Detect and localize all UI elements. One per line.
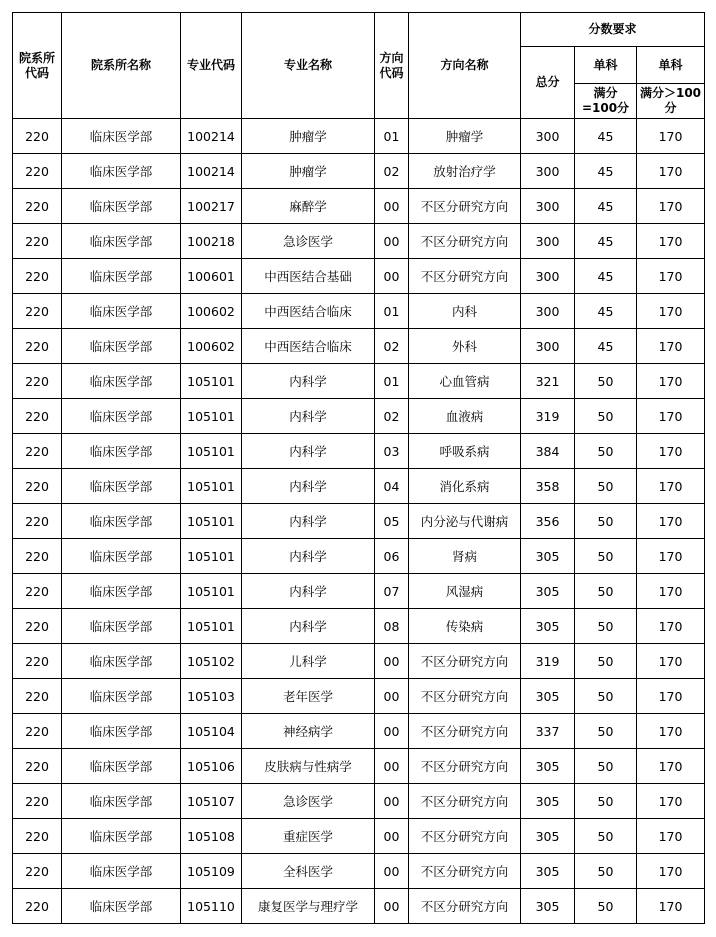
table-row: [13, 189, 705, 224]
cell-total-score: 300: [521, 154, 575, 189]
cell-dir-name: 心血管病: [409, 364, 521, 399]
cell-dir-code: 01: [375, 294, 409, 329]
table-row: [13, 784, 705, 819]
cell-dept-code: 220: [13, 119, 62, 154]
cell-single-score-100: 50: [575, 364, 637, 399]
cell-single-score-100: 50: [575, 679, 637, 714]
table-header: [13, 13, 705, 119]
cell-major-code: 105109: [181, 854, 242, 889]
cell-dept-name: 临床医学部: [62, 574, 181, 609]
table-row: [13, 294, 705, 329]
table-row: [13, 819, 705, 854]
header-full-100: 满分=100分: [575, 84, 637, 119]
cell-total-score: 305: [521, 819, 575, 854]
cell-total-score: 300: [521, 119, 575, 154]
cell-dir-code: 03: [375, 434, 409, 469]
cell-dir-name: 内科: [409, 294, 521, 329]
cell-dir-code: 08: [375, 609, 409, 644]
cell-dir-code: 01: [375, 119, 409, 154]
cell-dept-code: 220: [13, 294, 62, 329]
cell-dept-name: 临床医学部: [62, 714, 181, 749]
cell-total-score: 305: [521, 574, 575, 609]
cell-dir-code: 00: [375, 889, 409, 924]
cell-single-score-gt100: 170: [637, 119, 705, 154]
cell-major-name: 内科学: [242, 504, 375, 539]
cell-single-score-100: 50: [575, 434, 637, 469]
cell-major-name: 肿瘤学: [242, 119, 375, 154]
cell-major-code: 100602: [181, 329, 242, 364]
cell-single-score-100: 50: [575, 539, 637, 574]
cell-dir-name: 风湿病: [409, 574, 521, 609]
cell-total-score: 319: [521, 399, 575, 434]
cell-dept-code: 220: [13, 189, 62, 224]
cell-dept-code: 220: [13, 399, 62, 434]
cell-dir-name: 不区分研究方向: [409, 819, 521, 854]
cell-single-score-100: 45: [575, 119, 637, 154]
cell-total-score: 337: [521, 714, 575, 749]
cell-dir-name: 不区分研究方向: [409, 784, 521, 819]
cell-dir-code: 06: [375, 539, 409, 574]
cell-dir-name: 肾病: [409, 539, 521, 574]
cell-total-score: 305: [521, 854, 575, 889]
cell-dir-name: 不区分研究方向: [409, 189, 521, 224]
cell-single-score-100: 50: [575, 644, 637, 679]
cell-major-name: 急诊医学: [242, 224, 375, 259]
cell-major-name: 康复医学与理疗学: [242, 889, 375, 924]
table-row: [13, 644, 705, 679]
cell-major-name: 内科学: [242, 434, 375, 469]
table-row: [13, 854, 705, 889]
cell-single-score-gt100: 170: [637, 364, 705, 399]
cell-major-name: 重症医学: [242, 819, 375, 854]
cell-total-score: 300: [521, 294, 575, 329]
table-row: [13, 224, 705, 259]
cell-single-score-100: 50: [575, 784, 637, 819]
cell-dir-name: 不区分研究方向: [409, 854, 521, 889]
cell-dept-name: 临床医学部: [62, 364, 181, 399]
cell-dir-name: 不区分研究方向: [409, 224, 521, 259]
cell-major-name: 内科学: [242, 469, 375, 504]
cell-dept-code: 220: [13, 504, 62, 539]
cell-dept-name: 临床医学部: [62, 749, 181, 784]
cell-major-code: 105106: [181, 749, 242, 784]
cell-major-code: 100218: [181, 224, 242, 259]
cell-single-score-gt100: 170: [637, 819, 705, 854]
cell-dir-code: 00: [375, 224, 409, 259]
cell-dept-code: 220: [13, 224, 62, 259]
cell-dept-name: 临床医学部: [62, 609, 181, 644]
cell-single-score-gt100: 170: [637, 259, 705, 294]
cell-total-score: 305: [521, 784, 575, 819]
cell-total-score: 319: [521, 644, 575, 679]
cell-total-score: 358: [521, 469, 575, 504]
cell-single-score-gt100: 170: [637, 784, 705, 819]
cell-major-code: 105101: [181, 469, 242, 504]
cell-major-code: 105108: [181, 819, 242, 854]
cell-dept-code: 220: [13, 434, 62, 469]
cell-dept-code: 220: [13, 679, 62, 714]
cell-dept-code: 220: [13, 749, 62, 784]
cell-major-name: 内科学: [242, 364, 375, 399]
cell-dir-name: 不区分研究方向: [409, 714, 521, 749]
cell-major-code: 105104: [181, 714, 242, 749]
cell-single-score-100: 45: [575, 224, 637, 259]
cell-dept-name: 临床医学部: [62, 224, 181, 259]
cell-single-score-gt100: 170: [637, 469, 705, 504]
cell-single-score-100: 50: [575, 469, 637, 504]
cell-dept-code: 220: [13, 609, 62, 644]
cell-dir-code: 00: [375, 644, 409, 679]
cell-total-score: 305: [521, 609, 575, 644]
cell-dept-name: 临床医学部: [62, 644, 181, 679]
table-row: [13, 259, 705, 294]
cell-single-score-gt100: 170: [637, 679, 705, 714]
cell-major-name: 全科医学: [242, 854, 375, 889]
cell-dept-code: 220: [13, 329, 62, 364]
cell-dept-code: 220: [13, 819, 62, 854]
table-row: [13, 434, 705, 469]
cell-major-code: 105107: [181, 784, 242, 819]
header-major-name: 专业名称: [242, 13, 375, 119]
cell-major-name: 中西医结合基础: [242, 259, 375, 294]
cell-total-score: 305: [521, 749, 575, 784]
cell-major-name: 内科学: [242, 574, 375, 609]
cell-major-code: 105101: [181, 504, 242, 539]
cell-major-name: 麻醉学: [242, 189, 375, 224]
cell-single-score-gt100: 170: [637, 749, 705, 784]
table-row: [13, 714, 705, 749]
cell-major-code: 105101: [181, 364, 242, 399]
cell-major-code: 100601: [181, 259, 242, 294]
cell-single-score-100: 45: [575, 259, 637, 294]
cell-single-score-100: 50: [575, 854, 637, 889]
header-score-requirement: 分数要求: [521, 13, 705, 47]
cell-single-score-gt100: 170: [637, 574, 705, 609]
cell-dept-name: 临床医学部: [62, 434, 181, 469]
cell-single-score-gt100: 170: [637, 399, 705, 434]
cell-dept-code: 220: [13, 364, 62, 399]
cell-single-score-gt100: 170: [637, 854, 705, 889]
cell-single-score-100: 50: [575, 574, 637, 609]
cell-major-code: 100602: [181, 294, 242, 329]
cell-single-score-gt100: 170: [637, 329, 705, 364]
cell-single-score-100: 50: [575, 714, 637, 749]
cell-dept-code: 220: [13, 154, 62, 189]
cell-dept-name: 临床医学部: [62, 854, 181, 889]
cell-single-score-100: 50: [575, 609, 637, 644]
cell-single-score-gt100: 170: [637, 224, 705, 259]
cell-major-code: 105103: [181, 679, 242, 714]
cell-single-score-gt100: 170: [637, 609, 705, 644]
cell-single-score-100: 50: [575, 399, 637, 434]
table-row: [13, 154, 705, 189]
cell-major-code: 105101: [181, 539, 242, 574]
cell-single-score-gt100: 170: [637, 714, 705, 749]
cell-dir-name: 不区分研究方向: [409, 644, 521, 679]
cell-dept-name: 临床医学部: [62, 294, 181, 329]
cell-dir-code: 07: [375, 574, 409, 609]
cell-dept-code: 220: [13, 574, 62, 609]
cell-dir-code: 00: [375, 854, 409, 889]
cell-major-code: 105101: [181, 399, 242, 434]
cell-major-name: 中西医结合临床: [242, 329, 375, 364]
cell-dir-code: 00: [375, 714, 409, 749]
cell-dir-name: 放射治疗学: [409, 154, 521, 189]
cell-total-score: 305: [521, 679, 575, 714]
cell-single-score-100: 50: [575, 749, 637, 784]
header-full-gt100: 满分＞100分: [637, 84, 705, 119]
table-row: [13, 399, 705, 434]
cell-major-name: 内科学: [242, 609, 375, 644]
cell-dept-code: 220: [13, 259, 62, 294]
table-row: [13, 329, 705, 364]
table-row: [13, 364, 705, 399]
cell-dir-code: 00: [375, 189, 409, 224]
table-row: [13, 749, 705, 784]
cell-single-score-100: 45: [575, 329, 637, 364]
cell-total-score: 300: [521, 224, 575, 259]
cell-dept-name: 临床医学部: [62, 679, 181, 714]
cell-single-score-gt100: 170: [637, 154, 705, 189]
header-dir-code: 方向代码: [375, 13, 409, 119]
cell-dept-name: 临床医学部: [62, 399, 181, 434]
cell-dir-name: 不区分研究方向: [409, 889, 521, 924]
cell-single-score-gt100: 170: [637, 294, 705, 329]
cell-major-name: 内科学: [242, 539, 375, 574]
cell-dir-name: 消化系病: [409, 469, 521, 504]
cell-dir-name: 血液病: [409, 399, 521, 434]
cell-dept-code: 220: [13, 854, 62, 889]
cell-major-name: 中西医结合临床: [242, 294, 375, 329]
table-body: [13, 119, 705, 924]
cell-dir-name: 不区分研究方向: [409, 259, 521, 294]
cell-dir-code: 00: [375, 679, 409, 714]
cell-single-score-gt100: 170: [637, 644, 705, 679]
table-row: [13, 574, 705, 609]
score-table: [12, 12, 705, 924]
cell-dept-name: 临床医学部: [62, 784, 181, 819]
cell-single-score-gt100: 170: [637, 539, 705, 574]
cell-single-score-100: 45: [575, 189, 637, 224]
cell-major-code: 100217: [181, 189, 242, 224]
cell-single-score-100: 50: [575, 819, 637, 854]
cell-major-code: 105101: [181, 574, 242, 609]
cell-single-score-100: 50: [575, 889, 637, 924]
cell-dept-code: 220: [13, 784, 62, 819]
cell-single-score-100: 50: [575, 504, 637, 539]
cell-single-score-gt100: 170: [637, 189, 705, 224]
cell-total-score: 305: [521, 539, 575, 574]
cell-dir-name: 呼吸系病: [409, 434, 521, 469]
cell-total-score: 321: [521, 364, 575, 399]
cell-dept-code: 220: [13, 539, 62, 574]
cell-dir-code: 02: [375, 399, 409, 434]
cell-dept-name: 临床医学部: [62, 154, 181, 189]
cell-dept-code: 220: [13, 644, 62, 679]
cell-dept-name: 临床医学部: [62, 119, 181, 154]
cell-major-name: 内科学: [242, 399, 375, 434]
cell-dir-code: 00: [375, 819, 409, 854]
table-row: [13, 469, 705, 504]
cell-dept-name: 临床医学部: [62, 819, 181, 854]
cell-dept-name: 临床医学部: [62, 189, 181, 224]
cell-dir-name: 传染病: [409, 609, 521, 644]
cell-total-score: 384: [521, 434, 575, 469]
cell-dept-code: 220: [13, 889, 62, 924]
header-dept-code: 院系所代码: [13, 13, 62, 119]
cell-major-name: 肿瘤学: [242, 154, 375, 189]
cell-dept-name: 临床医学部: [62, 539, 181, 574]
cell-dir-name: 外科: [409, 329, 521, 364]
cell-dept-code: 220: [13, 714, 62, 749]
cell-dir-code: 00: [375, 259, 409, 294]
cell-dir-name: 不区分研究方向: [409, 749, 521, 784]
cell-major-name: 神经病学: [242, 714, 375, 749]
cell-dir-name: 内分泌与代谢病: [409, 504, 521, 539]
header-dir-name: 方向名称: [409, 13, 521, 119]
header-single-subject-1: 单科: [575, 47, 637, 84]
table-row: [13, 609, 705, 644]
cell-major-name: 儿科学: [242, 644, 375, 679]
cell-dept-name: 临床医学部: [62, 329, 181, 364]
cell-single-score-gt100: 170: [637, 889, 705, 924]
cell-major-name: 老年医学: [242, 679, 375, 714]
cell-major-code: 105102: [181, 644, 242, 679]
header-total: 总分: [521, 47, 575, 119]
cell-single-score-100: 45: [575, 294, 637, 329]
cell-major-code: 105101: [181, 434, 242, 469]
cell-total-score: 300: [521, 259, 575, 294]
header-major-code: 专业代码: [181, 13, 242, 119]
table-row: [13, 679, 705, 714]
cell-dept-name: 临床医学部: [62, 469, 181, 504]
cell-dept-name: 临床医学部: [62, 504, 181, 539]
cell-dir-code: 02: [375, 329, 409, 364]
cell-single-score-gt100: 170: [637, 504, 705, 539]
cell-single-score-100: 45: [575, 154, 637, 189]
cell-major-code: 105110: [181, 889, 242, 924]
cell-major-code: 100214: [181, 154, 242, 189]
cell-dir-code: 00: [375, 749, 409, 784]
cell-dept-name: 临床医学部: [62, 259, 181, 294]
cell-dir-code: 05: [375, 504, 409, 539]
cell-dir-name: 不区分研究方向: [409, 679, 521, 714]
table-row: [13, 539, 705, 574]
cell-dir-code: 02: [375, 154, 409, 189]
cell-total-score: 300: [521, 189, 575, 224]
cell-major-code: 100214: [181, 119, 242, 154]
cell-dept-name: 临床医学部: [62, 889, 181, 924]
cell-major-name: 急诊医学: [242, 784, 375, 819]
table-row: [13, 119, 705, 154]
cell-major-code: 105101: [181, 609, 242, 644]
cell-single-score-gt100: 170: [637, 434, 705, 469]
cell-dir-code: 04: [375, 469, 409, 504]
cell-major-name: 皮肤病与性病学: [242, 749, 375, 784]
table-row: [13, 504, 705, 539]
cell-dept-code: 220: [13, 469, 62, 504]
cell-dir-name: 肿瘤学: [409, 119, 521, 154]
cell-dir-code: 01: [375, 364, 409, 399]
cell-total-score: 356: [521, 504, 575, 539]
cell-total-score: 305: [521, 889, 575, 924]
cell-dir-code: 00: [375, 784, 409, 819]
cell-total-score: 300: [521, 329, 575, 364]
table-row: [13, 889, 705, 924]
header-single-subject-2: 单科: [637, 47, 705, 84]
header-dept-name: 院系所名称: [62, 13, 181, 119]
